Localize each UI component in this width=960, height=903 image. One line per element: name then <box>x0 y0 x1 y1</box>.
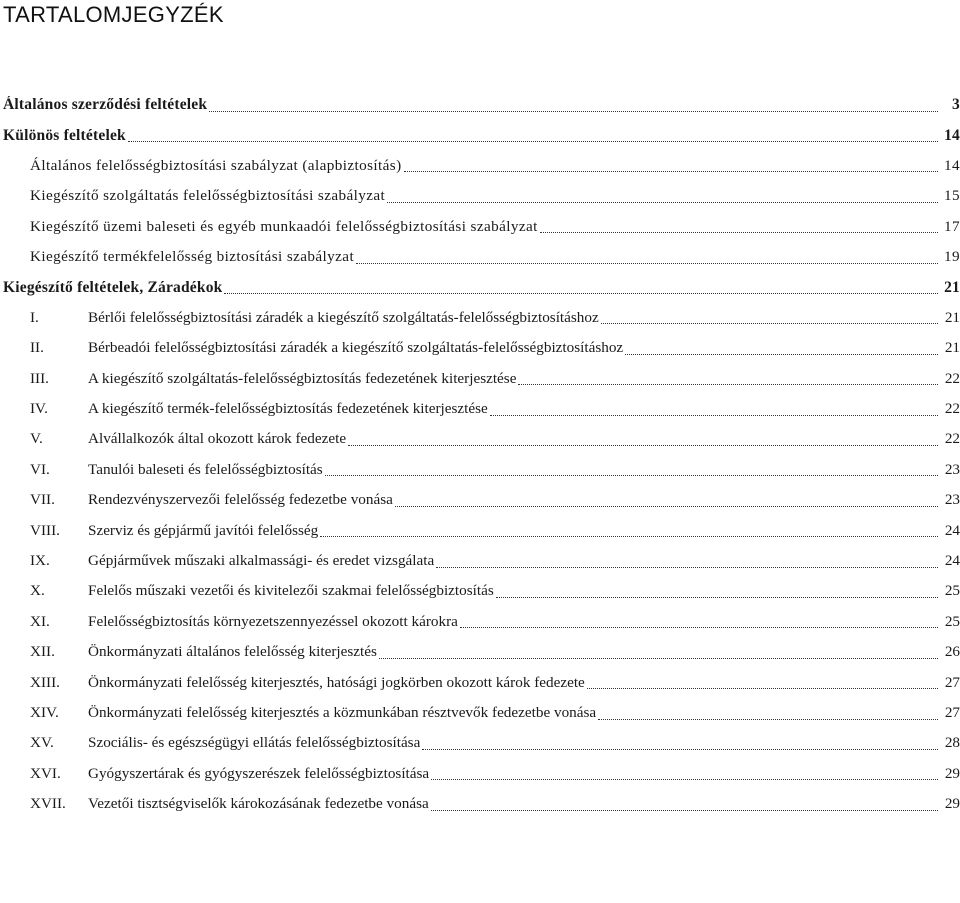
toc-entry-page-number: 28 <box>944 734 960 752</box>
dot-leader <box>598 701 938 720</box>
toc-entry[interactable] <box>0 394 960 424</box>
toc-entry-title: Gyógyszertárak és gyógyszerészek felelősségbiztosítása <box>88 764 430 782</box>
toc-entry-page-number: 17 <box>944 217 960 235</box>
toc-entry-number: III. <box>30 369 49 387</box>
page-title: TARTALOMJEGYZÉK <box>3 2 224 27</box>
toc-entry-number: V. <box>30 430 43 448</box>
dot-leader <box>496 579 938 598</box>
toc-entry[interactable] <box>0 607 960 637</box>
toc-entry[interactable] <box>0 303 960 333</box>
toc-entry-number: XV. <box>30 734 54 752</box>
toc-entry-number: X. <box>30 582 45 600</box>
dot-leader <box>209 93 938 112</box>
toc-entry-page-number: 22 <box>944 400 960 418</box>
toc-entry-title: Általános felelősségbiztosítási szabályzat (alapbiztosítás) <box>30 156 402 174</box>
toc-entry-page-number: 3 <box>952 96 960 114</box>
toc-entry[interactable] <box>0 181 960 211</box>
dot-leader <box>224 275 938 294</box>
toc-entry[interactable] <box>0 759 960 789</box>
toc-entry[interactable] <box>0 485 960 515</box>
toc-entry-page-number: 29 <box>944 764 960 782</box>
toc-entry[interactable] <box>0 364 960 394</box>
toc-entry-number: I. <box>30 308 39 326</box>
dot-leader <box>587 670 938 689</box>
toc-entry-page-number: 14 <box>944 156 960 174</box>
toc-entry[interactable] <box>0 333 960 363</box>
toc-entry-title: Alvállalkozók által okozott károk fedezete <box>88 430 347 448</box>
toc-entry-title: Bérlői felelősségbiztosítási záradék a kiegészítő szolgáltatás-felelősségbiztosításhoz <box>88 308 599 326</box>
dot-leader <box>601 305 938 324</box>
toc-entry[interactable] <box>0 120 960 150</box>
toc-entry-number: II. <box>30 339 44 357</box>
toc-entry-title: Felelősségbiztosítás környezetszennyezéssel okozott károkra <box>88 612 458 630</box>
toc-entry-title: Kiegészítő szolgáltatás felelősségbiztosítási szabályzat <box>30 187 386 205</box>
toc-entry[interactable] <box>0 90 960 120</box>
toc-entry[interactable] <box>0 272 960 302</box>
toc-entry[interactable] <box>0 637 960 667</box>
toc-entry-title: Különös feltételek <box>3 126 126 144</box>
dot-leader <box>431 792 938 811</box>
dot-leader <box>395 488 938 507</box>
toc-entry-number: XVII. <box>30 795 66 813</box>
toc-entry-title: Szerviz és gépjármű javítói felelősség <box>88 521 319 539</box>
toc-entry-page-number: 23 <box>944 491 960 509</box>
toc-entry-number: XIV. <box>30 704 59 721</box>
toc-entry-page-number: 27 <box>944 673 960 691</box>
toc-entry-title: Általános szerződési feltételek <box>3 96 208 114</box>
toc-entry-page-number: 23 <box>944 460 960 478</box>
toc-entry[interactable] <box>0 728 960 758</box>
toc-entry-page-number: 14 <box>944 126 960 144</box>
dot-leader <box>540 214 938 233</box>
toc-entry-title: A kiegészítő szolgáltatás-felelősségbiztosítás fedezetének kiterjesztése <box>88 369 517 387</box>
dot-leader <box>460 609 938 628</box>
toc-entry-title: Gépjárművek műszaki alkalmassági- és eredet vizsgálata <box>88 552 435 570</box>
toc-entry-title: Önkormányzati általános felelősség kiterjesztés <box>88 643 377 661</box>
toc-entry-page-number: 26 <box>944 643 960 661</box>
toc-entry-page-number: 21 <box>944 278 960 296</box>
toc-entry[interactable] <box>0 455 960 485</box>
toc-entry[interactable] <box>0 789 960 819</box>
dot-leader <box>325 457 938 476</box>
toc-entry-title: Szociális- és egészségügyi ellátás felelősségbiztosítása <box>88 734 421 752</box>
toc-entry-number: XII. <box>30 643 55 661</box>
toc-entry-title: Rendezvényszervezői felelősség fedezetbe vonása <box>88 491 393 509</box>
toc-entry-page-number: 21 <box>944 339 960 357</box>
toc-entry-number: XI. <box>30 612 50 630</box>
toc-entry-page-number: 22 <box>944 369 960 387</box>
toc-entry[interactable] <box>0 424 960 454</box>
toc-entry-title: Önkormányzati felelősség kiterjesztés a közmunkában résztvevők fedezetbe vonása <box>88 704 597 721</box>
toc-entry-page-number: 24 <box>944 521 960 539</box>
toc-entry-title: A kiegészítő termék-felelősségbiztosítás fedezetének kiterjesztése <box>88 400 488 418</box>
toc-entry-page-number: 27 <box>944 704 960 721</box>
dot-leader <box>431 761 938 780</box>
toc-entry-number: IV. <box>30 400 48 418</box>
toc-entry-number: VI. <box>30 460 50 478</box>
dot-leader <box>356 245 938 264</box>
toc-entry-title: Kiegészítő üzemi baleseti és egyéb munkaadói felelősségbiztosítási szabályzat <box>30 217 538 235</box>
toc-entry-number: IX. <box>30 552 50 570</box>
toc-entry-page-number: 25 <box>944 582 960 600</box>
toc-entry-number: VII. <box>30 491 55 509</box>
toc-entry-number: XIII. <box>30 673 60 691</box>
dot-leader <box>379 640 938 659</box>
dot-leader <box>422 731 938 750</box>
table-of-contents <box>0 90 960 819</box>
toc-entry[interactable] <box>0 515 960 545</box>
dot-leader <box>128 123 938 142</box>
toc-entry-title: Felelős műszaki vezetői és kivitelezői szakmai felelősségbiztosítás <box>88 582 494 600</box>
toc-entry-number: VIII. <box>30 521 60 539</box>
toc-entry-title: Tanulói baleseti és felelősségbiztosítás <box>88 460 323 478</box>
toc-entry-title: Önkormányzati felelősség kiterjesztés, hatósági jogkörben okozott károk fedezete <box>88 673 585 691</box>
dot-leader <box>404 153 938 172</box>
toc-entry-page-number: 24 <box>944 552 960 570</box>
dot-leader <box>320 518 938 537</box>
toc-entry[interactable] <box>0 576 960 606</box>
toc-entry[interactable] <box>0 242 960 272</box>
toc-entry-page-number: 29 <box>944 795 960 813</box>
toc-entry[interactable] <box>0 212 960 242</box>
toc-entry-title: Kiegészítő feltételek, Záradékok <box>3 278 223 296</box>
toc-entry-page-number: 19 <box>944 248 960 266</box>
dot-leader <box>518 366 938 385</box>
dot-leader <box>387 184 938 203</box>
toc-entry-page-number: 22 <box>944 430 960 448</box>
toc-entry-title: Bérbeadói felelősségbiztosítási záradék a kiegészítő szolgáltatás-felelősségbiztosításhoz <box>88 339 624 357</box>
toc-entry-title: Kiegészítő termékfelelősség biztosítási szabályzat <box>30 248 355 266</box>
toc-entry-title: Vezetői tisztségviselők károkozásának fedezetbe vonása <box>88 795 429 813</box>
toc-entry-page-number: 21 <box>944 308 960 326</box>
toc-entry[interactable] <box>0 698 960 728</box>
toc-entry[interactable] <box>0 667 960 697</box>
dot-leader <box>625 336 938 355</box>
dot-leader <box>436 549 938 568</box>
toc-entry[interactable] <box>0 151 960 181</box>
toc-entry[interactable] <box>0 546 960 576</box>
toc-entry-page-number: 25 <box>944 612 960 630</box>
toc-entry-number: XVI. <box>30 764 61 782</box>
toc-entry-page-number: 15 <box>944 187 960 205</box>
dot-leader <box>490 397 938 416</box>
dot-leader <box>348 427 938 446</box>
